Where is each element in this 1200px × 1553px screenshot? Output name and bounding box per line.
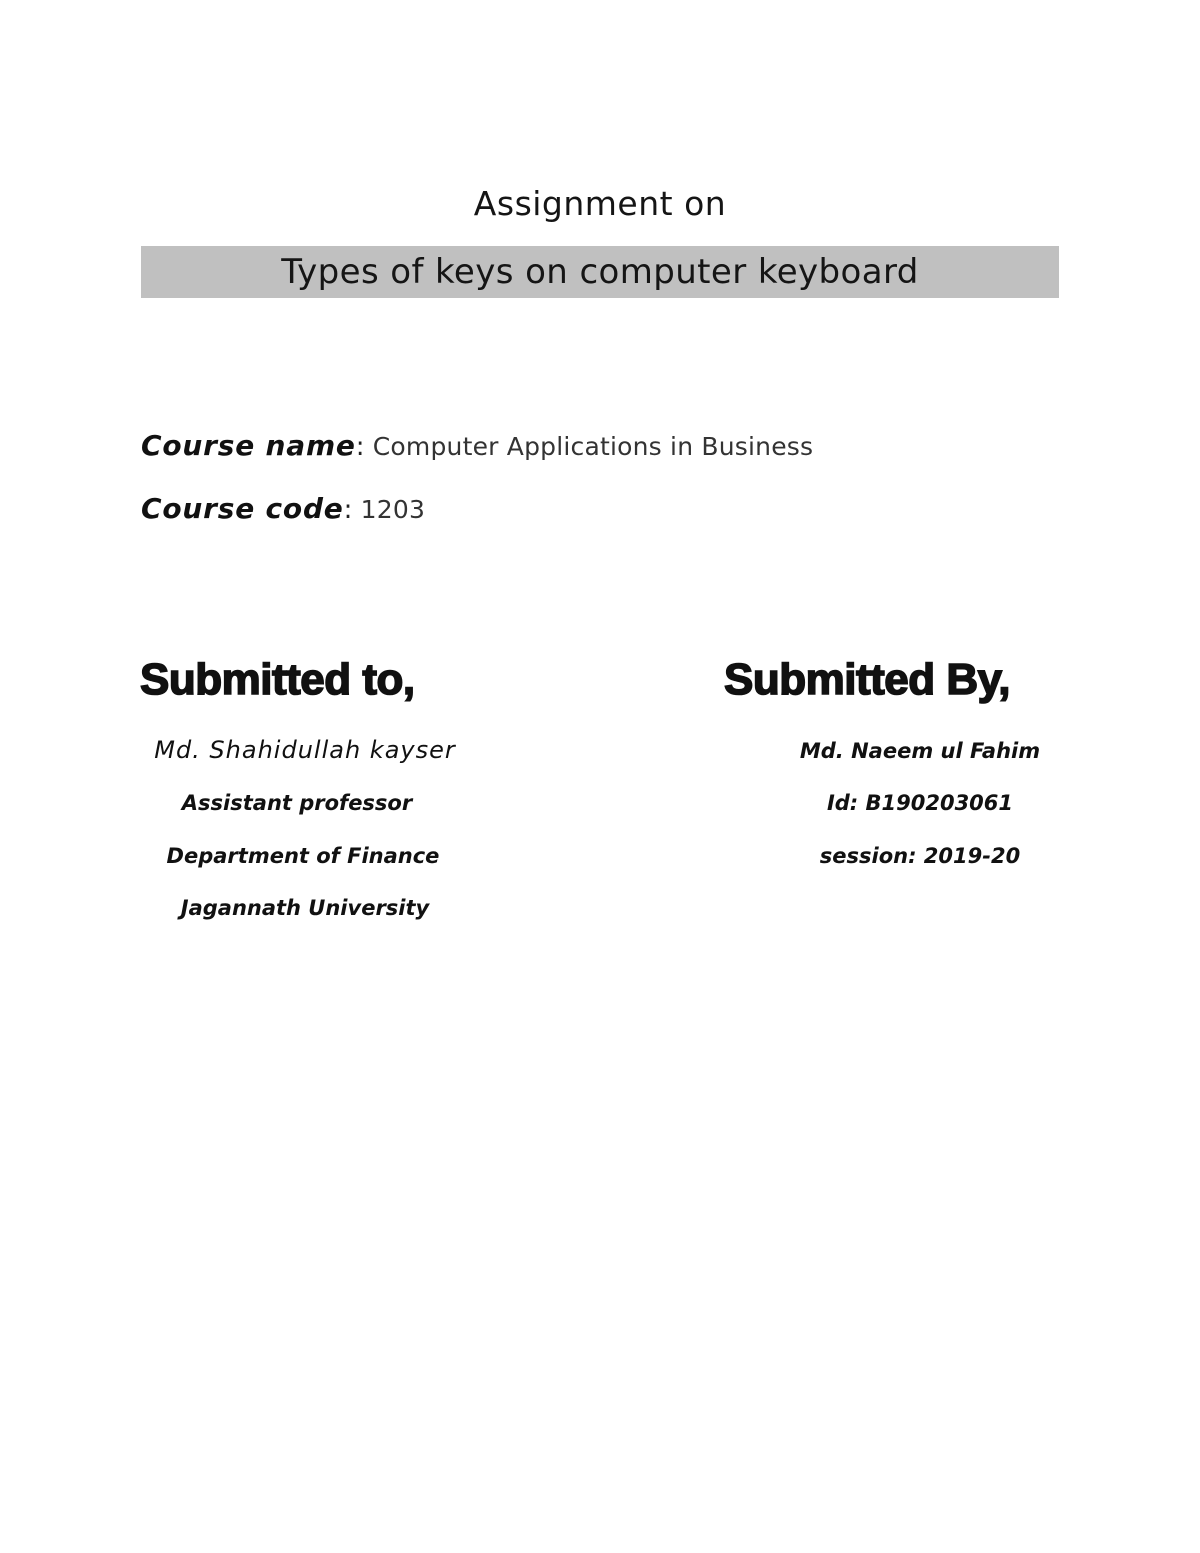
course-code-value: 1203 [360, 495, 426, 524]
assignment-intro: Assignment on [473, 184, 727, 223]
student-session: session: 2019-20 [819, 844, 1021, 868]
course-name-row [141, 429, 813, 464]
course-name-label: Course name [141, 429, 356, 462]
course-name-value: Computer Applications in Business [372, 432, 814, 461]
submitted-to-heading: Submitted to, [140, 655, 415, 704]
title-band [141, 246, 1059, 298]
supervisor-designation: Assistant professor [181, 791, 413, 815]
supervisor-name: Md. Shahidullah kayser [154, 736, 456, 764]
course-code-colon: : [343, 495, 353, 525]
supervisor-university: Jagannath University [180, 896, 430, 920]
student-name: Md. Naeem ul Fahim [799, 739, 1041, 763]
student-id: Id: B190203061 [826, 791, 1014, 815]
submitted-by-heading: Submitted By, [724, 655, 1011, 704]
course-code-row [141, 492, 425, 527]
assignment-title: Types of keys on computer keyboard [281, 252, 919, 292]
course-name-colon: : [355, 432, 365, 462]
course-code-label: Course code [141, 492, 344, 525]
supervisor-department: Department of Finance [166, 844, 440, 868]
